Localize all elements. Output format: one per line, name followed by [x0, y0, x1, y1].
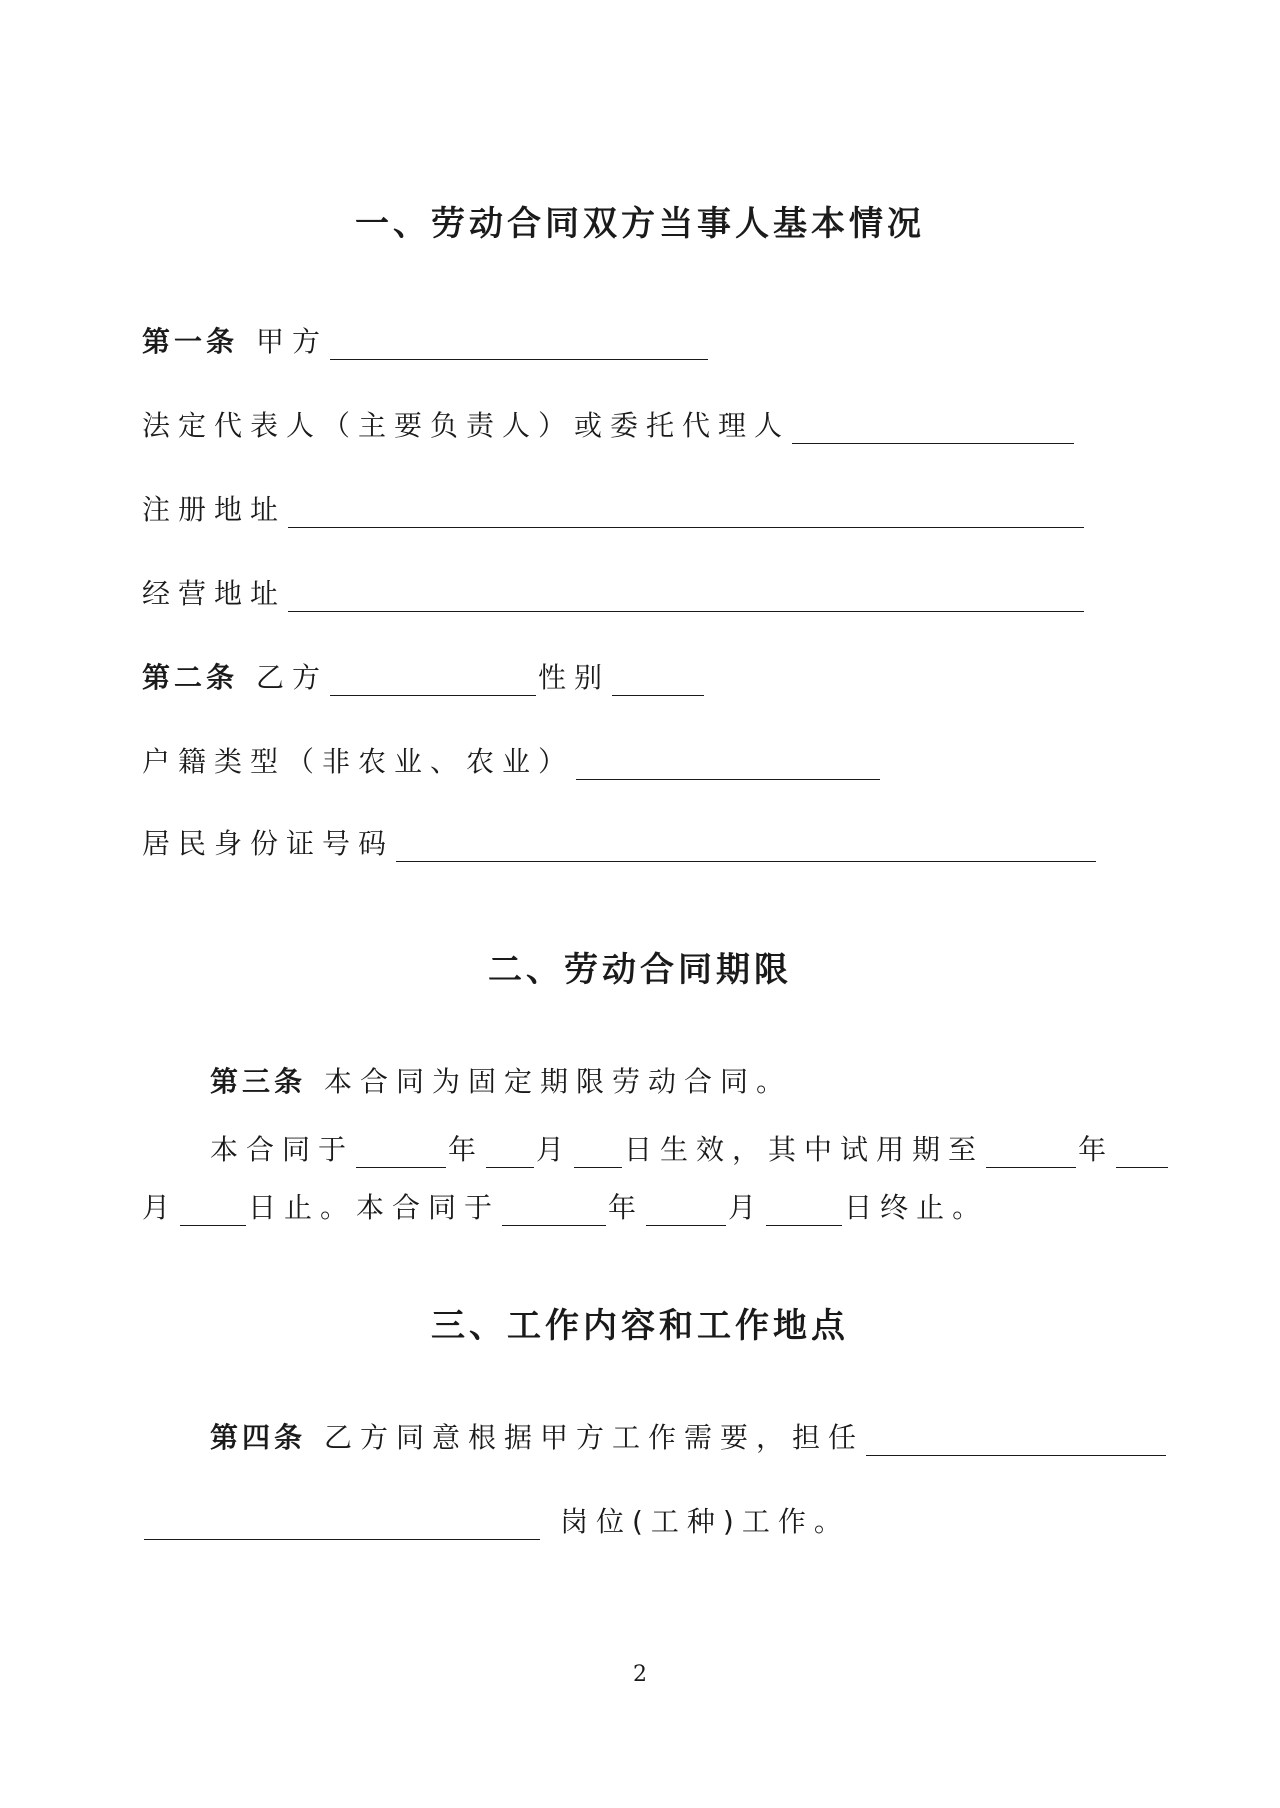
party-b-field[interactable]	[330, 665, 536, 696]
article-4-label: 第四条	[210, 1421, 307, 1454]
probation-month-label: 月	[142, 1191, 179, 1224]
position-field-2[interactable]	[144, 1509, 540, 1540]
legal-rep-label: 法定代表人（主要负责人）或委托代理人	[142, 409, 791, 442]
article-1-line	[142, 320, 710, 360]
section-1-heading: 一、劳动合同双方当事人基本情况	[355, 204, 925, 244]
end-year-label: 年	[608, 1191, 645, 1224]
term-line-1	[210, 1128, 1170, 1168]
start-month-label: 月	[536, 1133, 573, 1166]
article-3-line	[210, 1060, 792, 1100]
position-suffix: 岗位(工种)工作。	[560, 1505, 850, 1538]
end-text: 日终止。	[844, 1191, 989, 1224]
end-month-label: 月	[728, 1191, 765, 1224]
registered-address-line	[142, 488, 1086, 528]
party-a-field[interactable]	[330, 329, 708, 360]
article-2-label: 第二条	[142, 661, 239, 694]
probation-day-field[interactable]	[180, 1195, 246, 1226]
start-year-field[interactable]	[356, 1137, 446, 1168]
gender-field[interactable]	[612, 665, 704, 696]
legal-rep-field[interactable]	[792, 413, 1074, 444]
hukou-field[interactable]	[576, 749, 880, 780]
probation-month-field[interactable]	[1116, 1137, 1168, 1168]
end-year-field[interactable]	[502, 1195, 606, 1226]
hukou-line	[142, 740, 882, 780]
probation-stop-text: 日止。本合同于	[248, 1191, 501, 1224]
effective-prefix: 本合同于	[210, 1133, 355, 1166]
position-field-1[interactable]	[866, 1425, 1166, 1456]
id-number-field[interactable]	[396, 831, 1096, 862]
term-line-2	[142, 1186, 988, 1226]
article-3-text: 本合同为固定期限劳动合同。	[324, 1065, 793, 1098]
start-day-field[interactable]	[574, 1137, 622, 1168]
page-number: 2	[633, 1662, 647, 1687]
party-a-label: 甲方	[256, 325, 329, 358]
section-3-heading: 三、工作内容和工作地点	[431, 1306, 849, 1346]
party-b-label: 乙方	[256, 661, 329, 694]
start-month-field[interactable]	[486, 1137, 534, 1168]
probation-year-field[interactable]	[986, 1137, 1076, 1168]
start-year-label: 年	[448, 1133, 485, 1166]
registered-address-field[interactable]	[288, 497, 1084, 528]
probation-year-label: 年	[1078, 1133, 1115, 1166]
legal-rep-line	[142, 404, 1076, 444]
article-3-label: 第三条	[210, 1065, 307, 1098]
position-line	[142, 1500, 850, 1540]
gender-label: 性别	[538, 661, 611, 694]
business-address-label: 经营地址	[142, 577, 287, 610]
article-4-line	[210, 1416, 1168, 1456]
article-4-text: 乙方同意根据甲方工作需要，担任	[324, 1421, 865, 1454]
end-month-field[interactable]	[646, 1195, 726, 1226]
registered-address-label: 注册地址	[142, 493, 287, 526]
business-address-line	[142, 572, 1086, 612]
hukou-label: 户籍类型（非农业、农业）	[142, 745, 575, 778]
end-day-field[interactable]	[766, 1195, 842, 1226]
id-number-line	[142, 822, 1098, 862]
article-2-line	[142, 656, 706, 696]
article-1-label: 第一条	[142, 325, 239, 358]
section-2-heading: 二、劳动合同期限	[488, 950, 792, 990]
business-address-field[interactable]	[288, 581, 1084, 612]
effective-text: 日生效，其中试用期至	[624, 1133, 985, 1166]
id-number-label: 居民身份证号码	[142, 827, 395, 860]
